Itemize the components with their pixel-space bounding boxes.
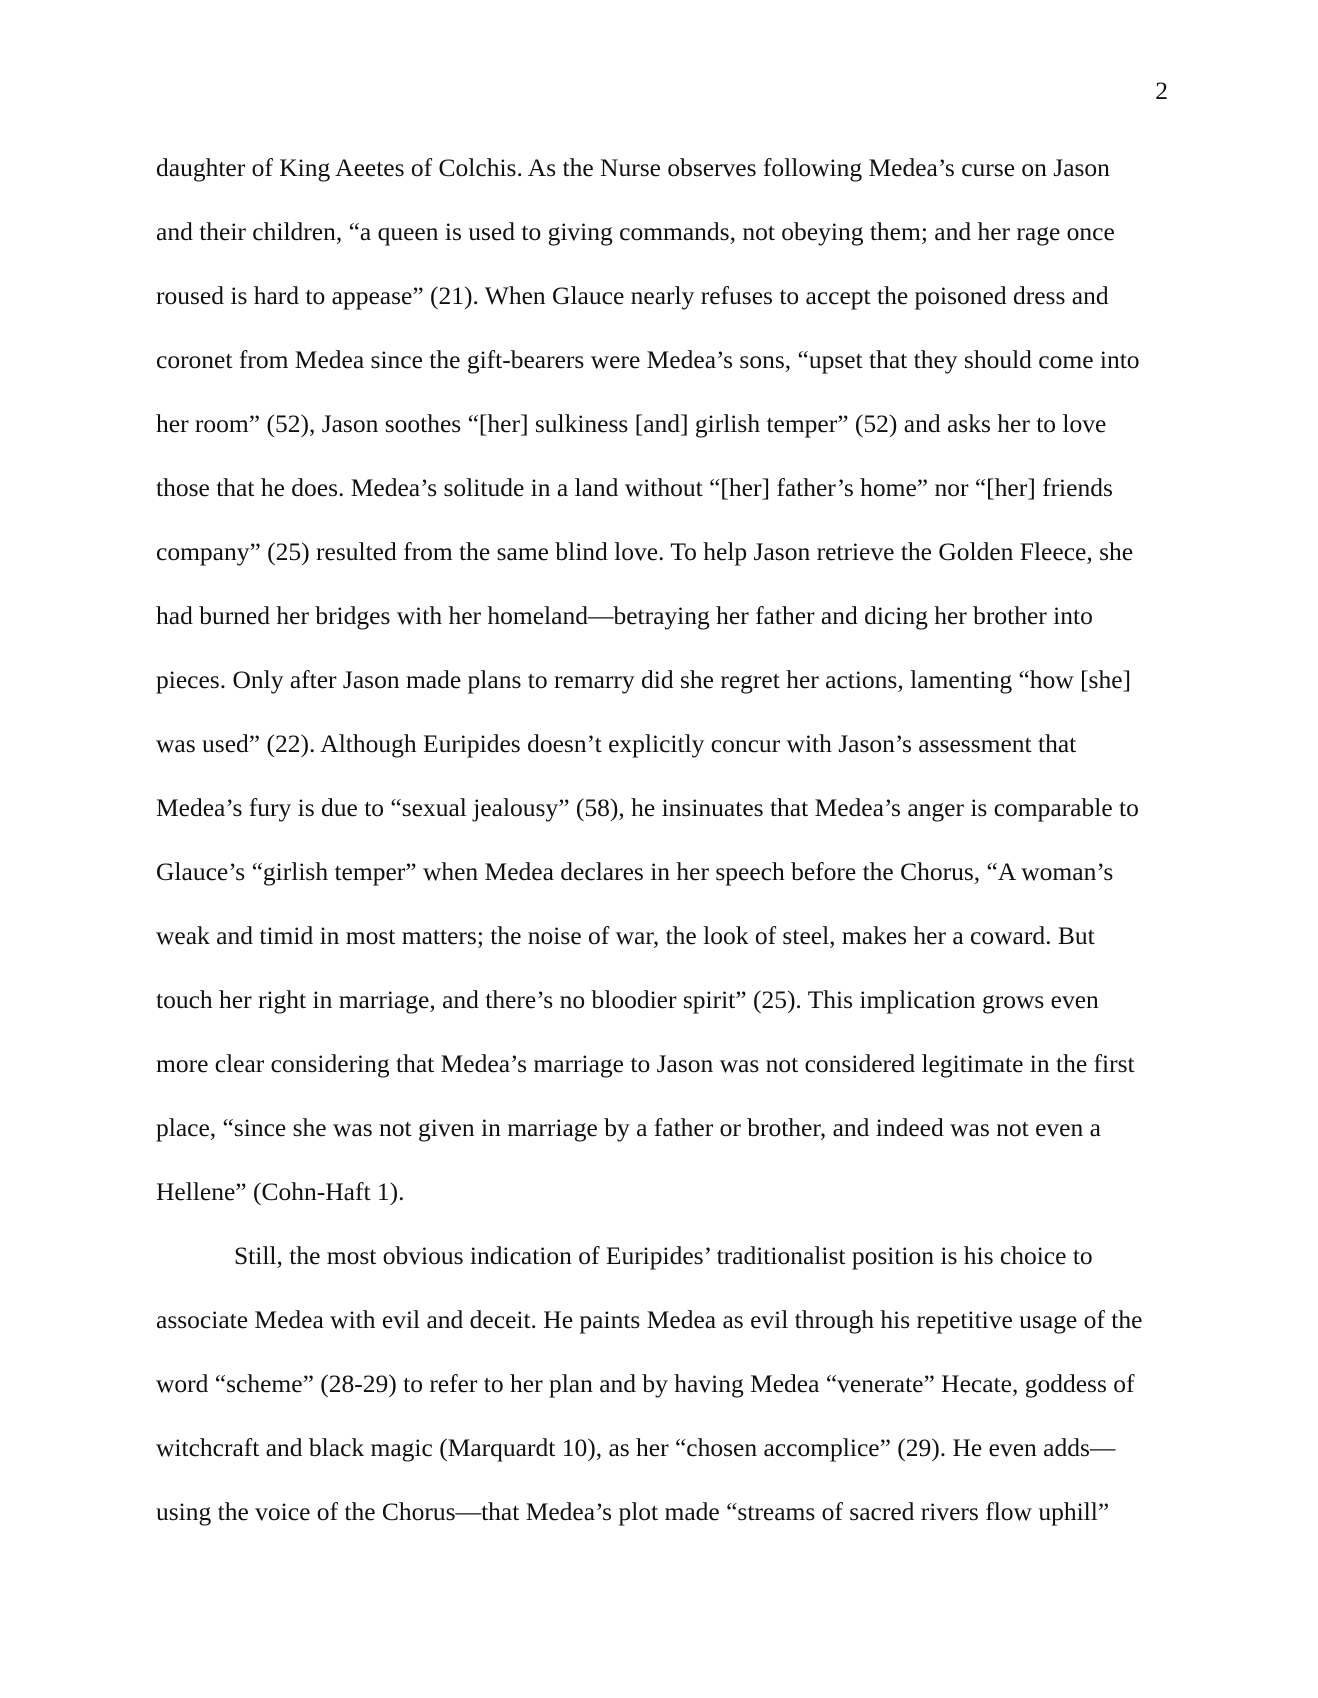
text-line: coronet from Medea since the gift-bearers were Medea’s sons, “upset that they should come into bbox=[156, 345, 1140, 374]
text-line: was used” (22). Although Euripides doesn’t explicitly concur with Jason’s assessment that bbox=[156, 729, 1077, 758]
text-line: roused is hard to appease” (21). When Glauce nearly refuses to accept the poisoned dress and bbox=[156, 281, 1109, 310]
text-line: pieces. Only after Jason made plans to remarry did she regret her actions, lamenting “how [she] bbox=[156, 665, 1132, 694]
text-line: place, “since she was not given in marriage by a father or brother, and indeed was not even a bbox=[156, 1113, 1101, 1142]
paragraph-first-line: Still, the most obvious indication of Euripides’ traditionalist position is his choice to bbox=[234, 1241, 1093, 1270]
text-line: Medea’s fury is due to “sexual jealousy” (58), he insinuates that Medea’s anger is comparable to bbox=[156, 793, 1139, 822]
text-line: associate Medea with evil and deceit. He paints Medea as evil through his repetitive usage of the bbox=[156, 1305, 1143, 1334]
text-line: more clear considering that Medea’s marriage to Jason was not considered legitimate in the first bbox=[156, 1049, 1135, 1078]
body-text bbox=[156, 153, 1166, 1561]
text-line: Glauce’s “girlish temper” when Medea declares in her speech before the Chorus, “A woman’s bbox=[156, 857, 1114, 886]
text-line: had burned her bridges with her homeland—betraying her father and dicing her brother into bbox=[156, 601, 1093, 630]
text-line: using the voice of the Chorus—that Medea’s plot made “streams of sacred rivers flow uphill” bbox=[156, 1497, 1110, 1526]
text-line: witchcraft and black magic (Marquardt 10), as her “chosen accomplice” (29). He even adds— bbox=[156, 1433, 1116, 1462]
text-line: and their children, “a queen is used to giving commands, not obeying them; and her rage once bbox=[156, 217, 1115, 246]
page-number: 2 bbox=[1155, 76, 1168, 105]
text-line: Hellene” (Cohn-Haft 1). bbox=[156, 1177, 405, 1206]
text-line: word “scheme” (28-29) to refer to her plan and by having Medea “venerate” Hecate, goddess of bbox=[156, 1369, 1135, 1398]
text-line: touch her right in marriage, and there’s no bloodier spirit” (25). This implication grows even bbox=[156, 985, 1099, 1014]
text-line: company” (25) resulted from the same blind love. To help Jason retrieve the Golden Fleece, she bbox=[156, 537, 1134, 566]
text-line: her room” (52), Jason soothes “[her] sulkiness [and] girlish temper” (52) and asks her to love bbox=[156, 409, 1107, 438]
text-line: those that he does. Medea’s solitude in a land without “[her] father’s home” nor “[her] friends bbox=[156, 473, 1113, 502]
text-line: weak and timid in most matters; the noise of war, the look of steel, makes her a coward. But bbox=[156, 921, 1095, 950]
text-line: daughter of King Aeetes of Colchis. As the Nurse observes following Medea’s curse on Jason bbox=[156, 153, 1110, 182]
